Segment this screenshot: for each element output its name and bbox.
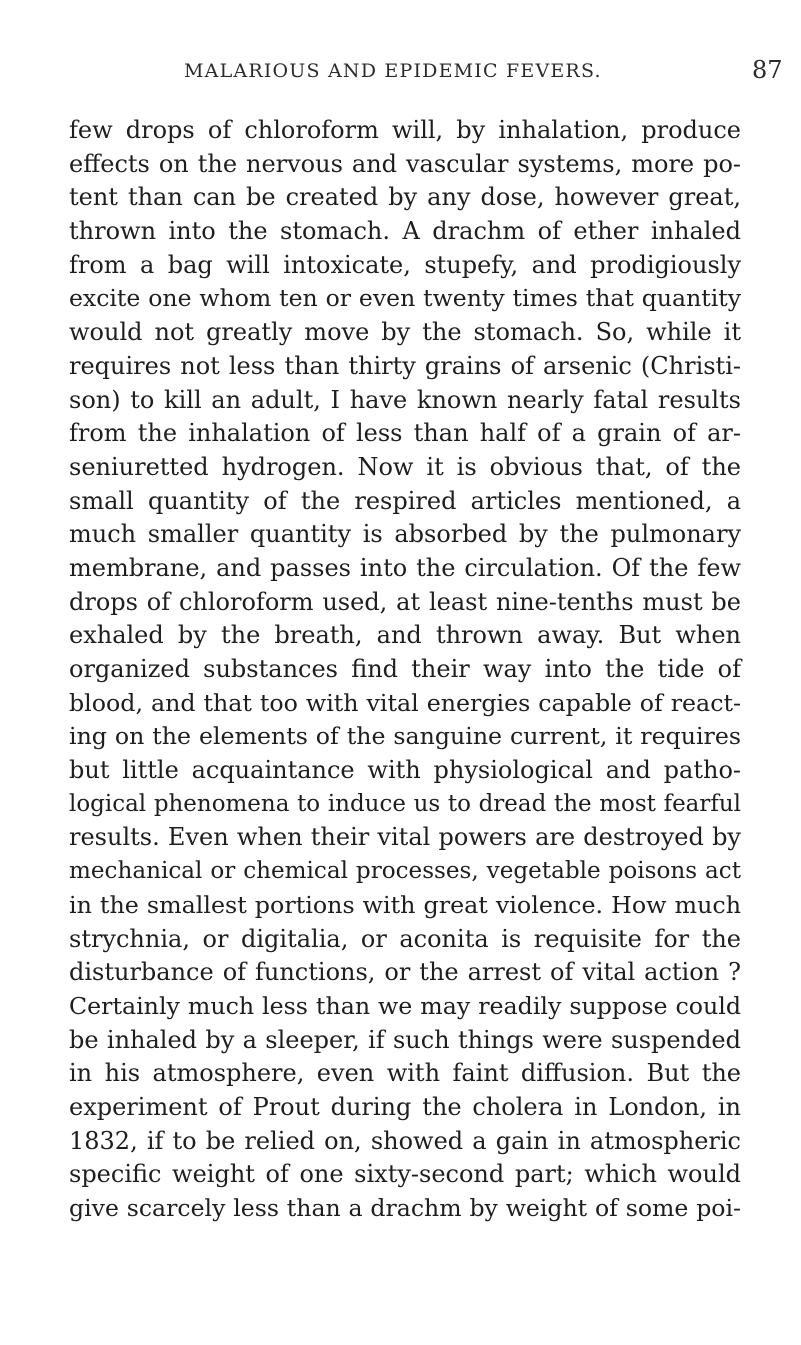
text-line: excite one whom ten or even twenty times that quantity — [69, 284, 741, 313]
text-line: blood, and that too with vital energies capable of react- — [69, 688, 741, 717]
text-line: from a bag will intoxicate, stupefy, and prodigiously — [69, 250, 741, 279]
text-line: disturbance of functions, or the arrest of vital action ? — [69, 958, 741, 987]
text-line: thrown into the stomach. A drachm of ether inhaled — [69, 217, 741, 246]
text-line: seniuretted hydrogen. Now it is obvious that, of the — [69, 452, 741, 481]
body-text — [69, 114, 741, 1226]
text-line: few drops of chloroform will, by inhalation, produce — [69, 116, 741, 144]
text-line: organized substances find their way into the tide of — [69, 655, 741, 683]
text-line: mechanical or chemical processes, vegetable poisons act — [69, 858, 741, 885]
text-line: membrane, and passes into the circulation. Of the few — [69, 553, 741, 582]
text-line: experiment of Prout during the cholera in London, in — [69, 1092, 741, 1121]
text-line: exhaled by the breath, and thrown away. But when — [69, 621, 741, 650]
text-line: 1832, if to be relied on, showed a gain in atmospheric — [69, 1126, 741, 1155]
text-line: logical phenomena to induce us to dread the most fearful — [69, 790, 741, 817]
text-line: from the inhalation of less than half of a grain of ar- — [69, 419, 741, 448]
text-line: give scarcely less than a drachm by weight of some poi- — [69, 1194, 741, 1222]
text-line: specific weight of one sixty-second part; which would — [69, 1160, 741, 1189]
text-line: but little acquaintance with physiological and patho- — [69, 756, 741, 785]
text-line: requires not less than thirty grains of arsenic (Christi- — [69, 351, 741, 380]
text-line: results. Even when their vital powers are destroyed by — [69, 823, 741, 852]
text-line: would not greatly move by the stomach. So, while it — [69, 318, 741, 347]
text-line: Certainly much less than we may readily suppose could — [69, 991, 741, 1020]
text-line: small quantity of the respired articles mentioned, a — [69, 486, 741, 515]
text-line: drops of chloroform used, at least nine-tenths must be — [69, 587, 741, 616]
text-line: much smaller quantity is absorbed by the pulmonary — [69, 520, 741, 549]
text-line: ing on the elements of the sanguine current, it requires — [69, 722, 741, 751]
text-line: tent than can be created by any dose, however great, — [69, 183, 741, 212]
text-line: son) to kill an adult, I have known nearly fatal results — [69, 385, 741, 414]
running-head: MALARIOUS AND EPIDEMIC FEVERS. — [184, 60, 602, 82]
text-line: in his atmosphere, even with faint diffusion. But the — [69, 1059, 741, 1088]
text-line: effects on the nervous and vascular systems, more po- — [69, 149, 741, 178]
page-number: 87 — [752, 56, 783, 84]
text-line: strychnia, or digitalia, or aconita is requisite for the — [69, 924, 741, 953]
text-line: in the smallest portions with great violence. How much — [69, 890, 741, 919]
text-line: be inhaled by a sleeper, if such things were suspended — [69, 1025, 741, 1054]
